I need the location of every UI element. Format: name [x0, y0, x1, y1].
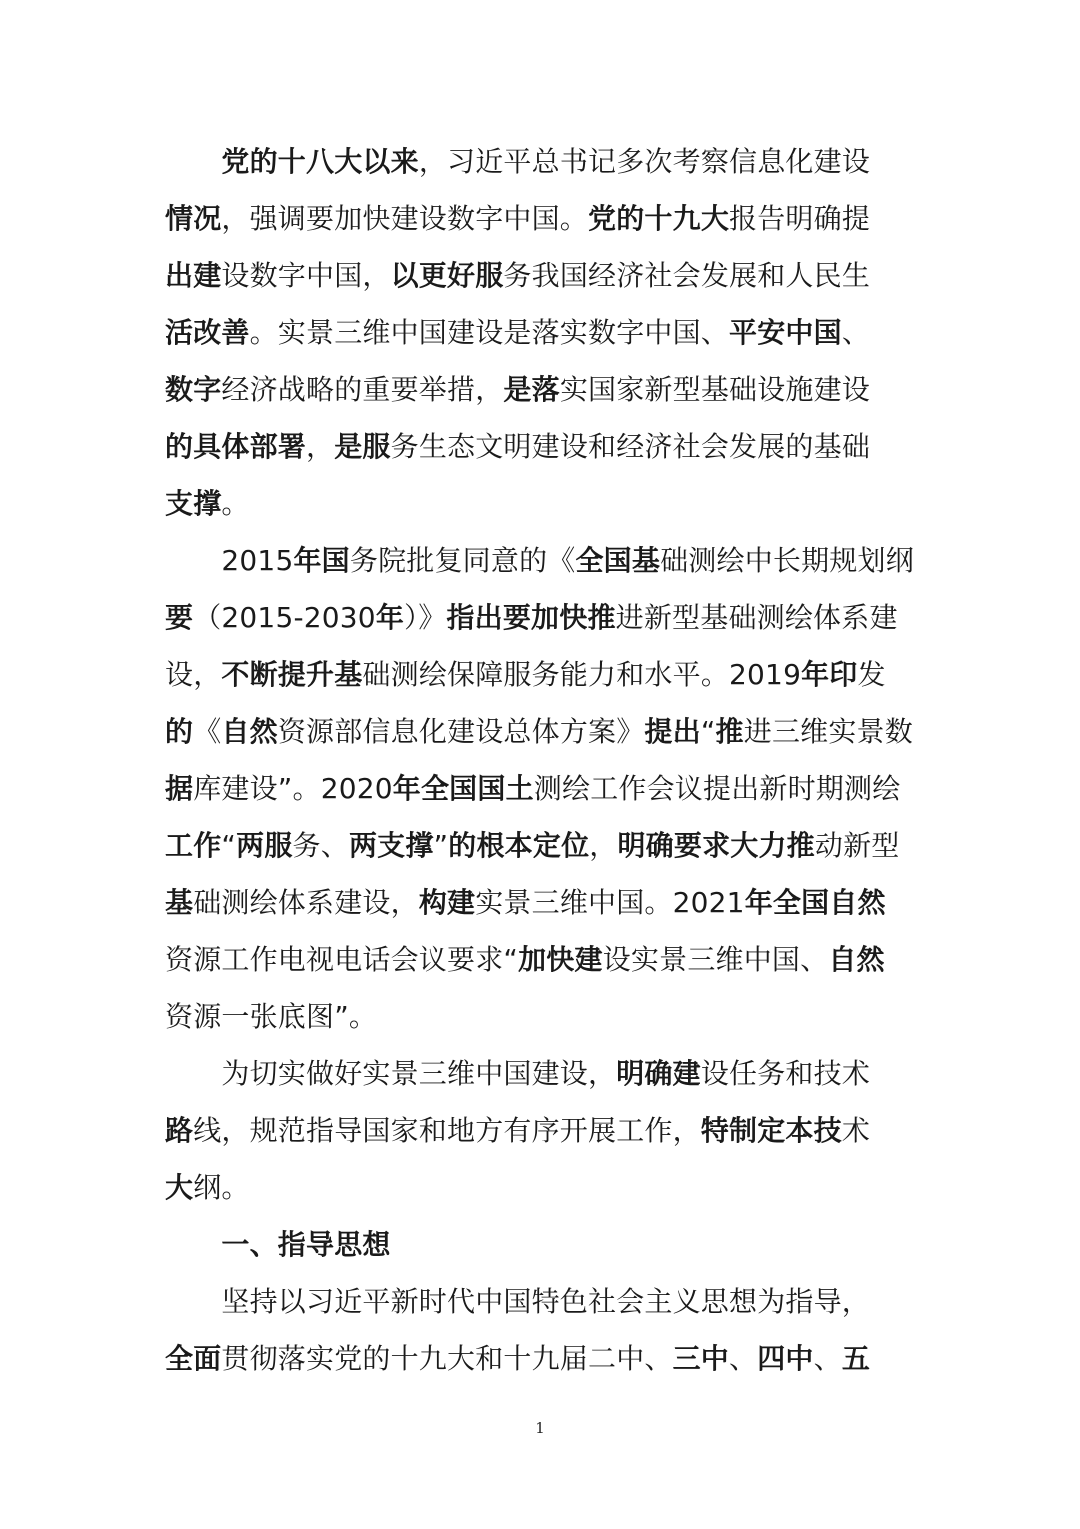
text-line	[165, 1159, 925, 1216]
text-line	[165, 190, 925, 247]
text-run: 明确建	[616, 1057, 701, 1090]
text-line	[165, 988, 925, 1045]
paragraph	[165, 1273, 925, 1387]
text-run: 一、指导思想	[165, 1228, 391, 1261]
text-run: 全国基	[575, 544, 661, 577]
text-run: 支撑	[165, 487, 222, 520]
text-run: 设，	[165, 658, 222, 691]
text-run: 测绘工作会议提出新时期测绘	[533, 772, 901, 805]
text-line	[165, 646, 925, 703]
text-run: 党的十九大	[588, 202, 730, 235]
text-run: ”	[433, 829, 449, 862]
paragraph	[165, 1045, 925, 1216]
text-run: 不断提升基	[221, 658, 363, 691]
text-run	[165, 145, 221, 178]
text-line	[165, 532, 925, 589]
text-run: 出建	[165, 259, 222, 292]
text-run: 术	[841, 1114, 871, 1147]
text-run: 年印	[801, 658, 858, 691]
text-run: 。	[221, 487, 250, 520]
text-run: 务我国经济社会发展和人民生	[503, 259, 871, 292]
text-run: 实国家新型基础设施建设	[559, 373, 871, 406]
text-run: 务、	[292, 829, 349, 862]
text-run: 设任务和技术	[700, 1057, 871, 1090]
paragraph	[165, 1216, 925, 1273]
text-run: 两支撑	[348, 829, 434, 862]
text-line	[165, 475, 925, 532]
text-run: 纲。	[193, 1171, 250, 1204]
text-run: 四中	[757, 1342, 814, 1375]
text-line	[165, 1045, 925, 1102]
text-run: 贯彻落实党的十九大和十九届二中、	[221, 1342, 673, 1375]
text-run: 指出要加快推	[446, 601, 616, 634]
text-run: 资源工作电视电话会议要求“	[165, 943, 519, 976]
document-body	[165, 133, 925, 1387]
text-run: 资源一张底图”。	[165, 1000, 378, 1033]
text-run: 进新型基础测绘体系建	[615, 601, 898, 634]
text-run: 活改善	[165, 316, 250, 349]
text-line	[165, 874, 925, 931]
text-run: 础测绘中长期规划纲	[660, 544, 914, 577]
text-run: ，	[589, 829, 618, 862]
text-run: 2015	[165, 544, 294, 577]
text-run: 大	[165, 1171, 194, 1204]
text-run: 工作	[165, 829, 222, 862]
text-line	[165, 931, 925, 988]
paragraph	[165, 133, 925, 532]
text-run: 务院批复同意的《	[349, 544, 576, 577]
text-run: 。实景三维中国建设是落实数字中国、	[249, 316, 730, 349]
text-line	[165, 760, 925, 817]
text-run: 础测绘保障服务能力和水平。2019	[362, 658, 802, 691]
text-run: 两服	[236, 829, 293, 862]
text-run: （2015-2030	[193, 601, 376, 634]
text-line	[165, 1273, 925, 1330]
text-run: 经济战略的重要举措，	[221, 373, 504, 406]
text-run: 五	[841, 1342, 871, 1375]
text-run: 情况	[165, 202, 222, 235]
text-run: 提出	[644, 715, 701, 748]
text-run: 报告明确提	[729, 202, 871, 235]
text-run: 资源部信息化建设总体方案》	[277, 715, 645, 748]
text-run: 年全国自然	[744, 886, 886, 919]
text-run: 平安中国	[729, 316, 842, 349]
text-run: 、	[729, 1342, 758, 1375]
text-run: “	[221, 829, 237, 862]
text-run: 坚持以习近平新时代中国特色社会主义思想为指导，	[165, 1285, 871, 1318]
text-run: 设实景三维中国、	[602, 943, 829, 976]
text-run: 动新型	[814, 829, 900, 862]
text-run: 以更好服	[390, 259, 504, 292]
text-run: 年国	[293, 544, 350, 577]
text-run: 线，规范指导国家和地方有序开展工作，	[193, 1114, 701, 1147]
text-run: 设数字中国，	[221, 259, 391, 292]
text-run: ，强调要加快建设数字中国。	[221, 202, 589, 235]
text-line	[165, 703, 925, 760]
text-run: 的根本定位	[448, 829, 590, 862]
text-run: 基	[165, 886, 194, 919]
text-line	[165, 418, 925, 475]
text-run: 的	[165, 715, 194, 748]
text-run: 路	[165, 1114, 194, 1147]
text-line	[165, 589, 925, 646]
text-run: 库建设”。2020	[193, 772, 393, 805]
text-line	[165, 361, 925, 418]
text-run: 年全国国土	[392, 772, 534, 805]
text-run: 《	[193, 715, 222, 748]
paragraph	[165, 532, 925, 1045]
text-line	[165, 817, 925, 874]
text-run: 、	[813, 1342, 842, 1375]
text-run: 构建	[418, 886, 476, 919]
text-run: 的具体部署	[165, 430, 307, 463]
text-run: 要	[165, 601, 194, 634]
text-run: 明确要求大力推	[617, 829, 815, 862]
text-run: 加快建	[518, 943, 603, 976]
text-run: 务生态文明建设和经济社会发展的基础	[390, 430, 871, 463]
text-run: ）》	[404, 601, 447, 634]
text-run: 为切实做好实景三维中国建设，	[165, 1057, 617, 1090]
text-line	[165, 1216, 925, 1273]
text-run: 推	[715, 715, 744, 748]
text-run: 实景三维中国。2021	[475, 886, 745, 919]
text-line	[165, 247, 925, 304]
text-line	[165, 1102, 925, 1159]
text-run: 自然	[221, 715, 278, 748]
page-number: 1	[535, 1419, 545, 1437]
text-line	[165, 1330, 925, 1387]
text-run: 进三维实景数	[743, 715, 913, 748]
text-run: 发	[857, 658, 886, 691]
text-run: 自然	[828, 943, 885, 976]
text-run: “	[700, 715, 716, 748]
text-run: 是落	[503, 373, 560, 406]
text-line	[165, 304, 925, 361]
text-run: 全面	[165, 1342, 222, 1375]
text-line	[165, 133, 925, 190]
text-run: 础测绘体系建设，	[193, 886, 419, 919]
text-run: ，习近平总书记多次考察信息化建设	[418, 145, 871, 178]
text-run: 是服	[334, 430, 391, 463]
text-run: 特制定本技	[700, 1114, 842, 1147]
text-run: 年	[375, 601, 405, 634]
text-run: 、	[841, 316, 871, 349]
text-run: 数字	[165, 373, 222, 406]
text-run: 党的十八大以来	[221, 145, 419, 178]
text-run: 三中	[672, 1342, 730, 1375]
text-run: 据	[165, 772, 194, 805]
text-run: ，	[306, 430, 335, 463]
